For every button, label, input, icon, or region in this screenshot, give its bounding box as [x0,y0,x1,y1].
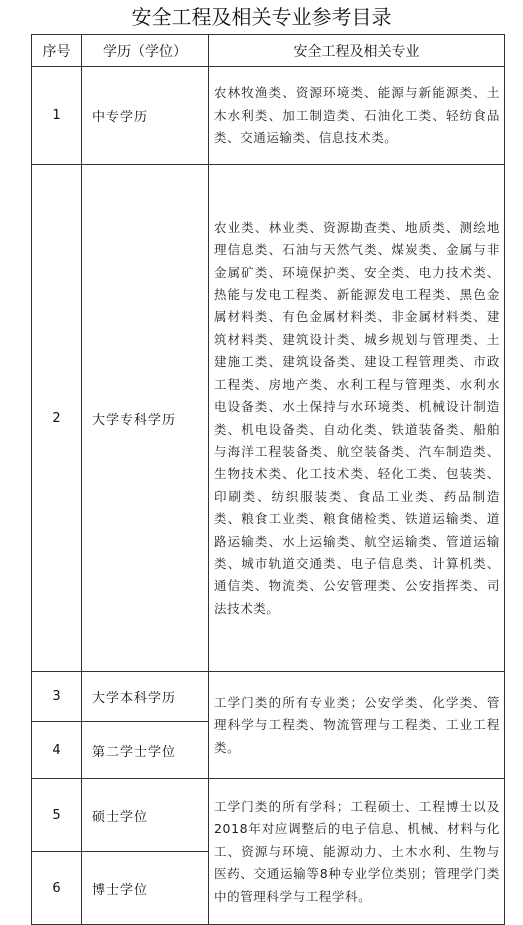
row-education: 博士学位 [82,852,209,925]
table-row [32,672,505,722]
row-number: 4 [32,722,82,779]
table-row [32,67,505,165]
row-education: 第二学士学位 [82,722,209,779]
row-majors: 农业类、林业类、资源勘查类、地质类、测绘地理信息类、石油与天然气类、煤炭类、金属与非金属矿类、环境保护类、安全类、电力技术类、热能与发电工程类、新能源发电工程类、黑色金属材料类、有色金属材料类、非金属材料类、建筑材料类、建筑设计类、城乡规划与管理类、土建施工类、建筑设备类、建设工程管理类、市政工程类、房地产类、水利工程与管理类、水利水电设备类、水土保持与水环境类、机械设计制造类、机电设备类、自动化类、铁道装备类、船舶与海洋工程装备类、航空装备类、汽车制造类、生物技术类、化工技术类、轻化工类、包装类、印刷类、纺织服装类、食品工业类、药品制造类、粮食工业类、粮食储检类、铁道运输类、道路运输类、水上运输类、航空运输类、管道运输类、城市轨道交通类、电子信息类、计算机类、通信类、物流类、公安管理类、公安指挥类、司法技术类。 [209,165,505,672]
row-number: 6 [32,852,82,925]
row-number: 1 [32,67,82,165]
page-title: 安全工程及相关专业参考目录 [131,5,392,29]
table-header-row [32,35,505,67]
row-majors-merged: 工学门类的所有专业类；公安学类、化学类、管理科学与工程类、物流管理与工程类、工业工程类。 [209,672,505,779]
major-table [31,34,505,925]
header-no: 序号 [32,35,82,67]
row-majors-merged: 工学门类的所有学科；工程硕士、工程博士以及2018年对应调整后的电子信息、机械、材料与化工、资源与环境、能源动力、土木水利、生物与医药、交通运输等8种专业学位类别；管理学门类中的管理科学与工程学科。 [209,779,505,925]
row-number: 2 [32,165,82,672]
row-education: 大学本科学历 [82,672,209,722]
row-education: 中专学历 [82,67,209,165]
row-majors: 农林牧渔类、资源环境类、能源与新能源类、土木水利类、加工制造类、石油化工类、轻纺食品类、交通运输类、信息技术类。 [209,67,505,165]
row-number: 3 [32,672,82,722]
row-education: 大学专科学历 [82,165,209,672]
header-major: 安全工程及相关专业 [209,35,505,67]
row-number: 5 [32,779,82,852]
table-row [32,165,505,672]
row-education: 硕士学位 [82,779,209,852]
header-edu: 学历（学位） [82,35,209,67]
table-row [32,779,505,852]
